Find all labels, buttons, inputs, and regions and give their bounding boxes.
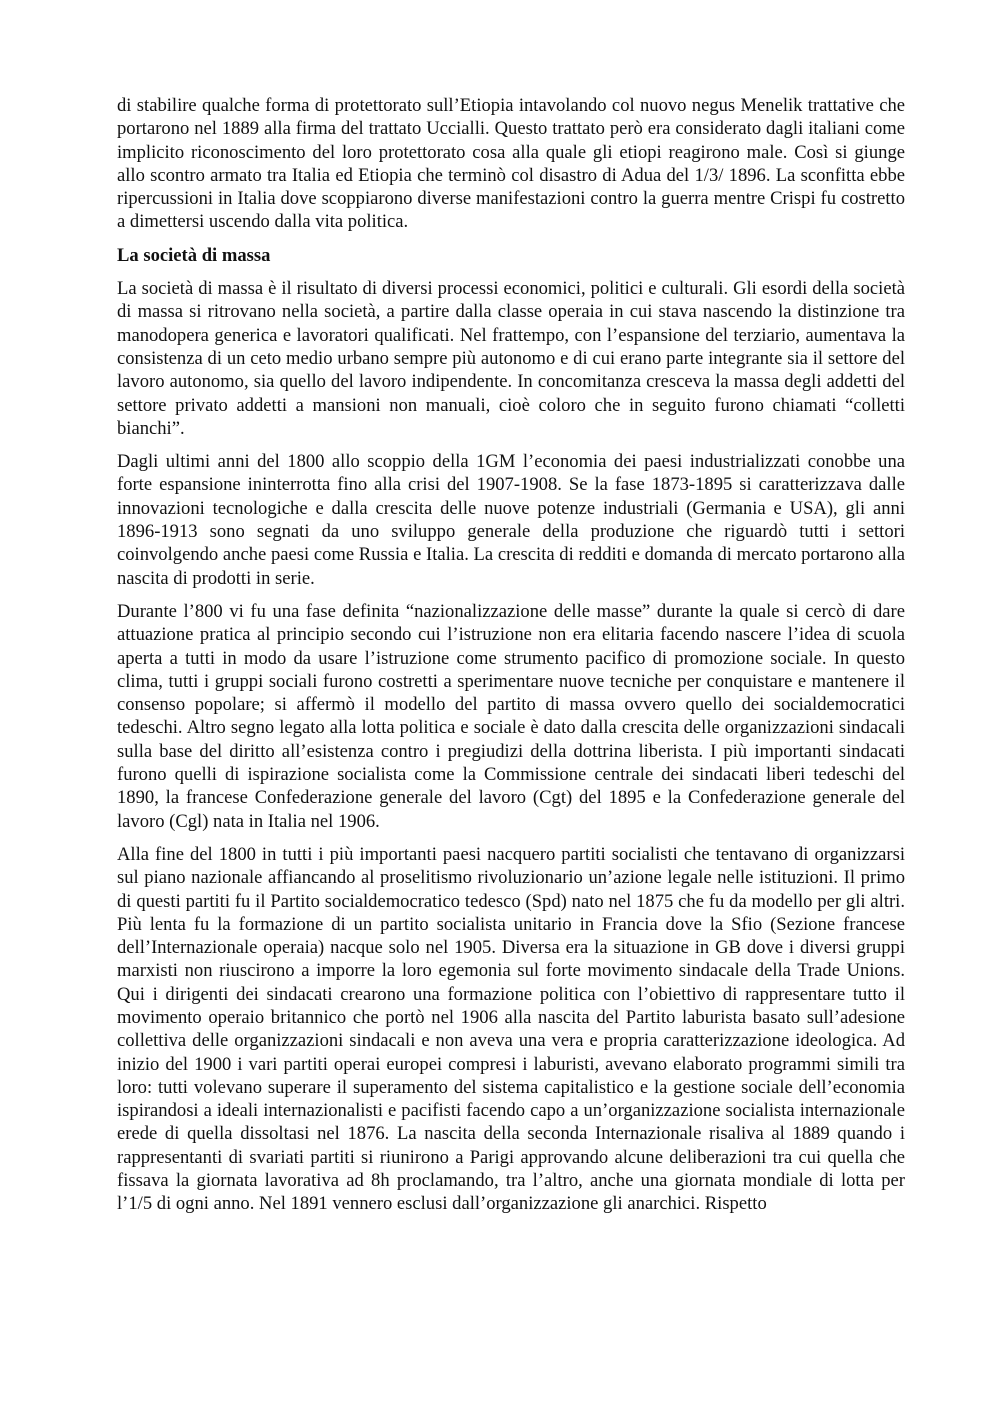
paragraph-nazionalizzazione: Durante l’800 vi fu una fase definita “nazionalizzazione delle masse” durante la quale si cercò di dare attuazione pratica al principio secondo cui l’istruzione non era elitaria facendo nascere l’idea di scuola aperta a tutti in modo da usare l’istruzione come strumento pacifico di promozione sociale. In questo clima, tutti i gruppi sociali furono costretti a sperimentare nuove tecniche per conquistare e mantenere il consenso popolare; si affermò il modello del partito di massa ovvero quello dei socialdemocratici tedeschi. Altro segno legato alla lotta politica e sociale è dato dalla crescita delle organizzazioni sindacali sulla base del diritto all’esistenza contro i pregiudizi della dottrina liberista. I più importanti sindacati furono quelli di ispirazione socialista come la Commissione centrale dei sindacati liberi tedeschi del 1890, la francese Confederazione generale del lavoro (Cgt) del 1895 e la Confederazione generale del lavoro (Cgl) nata in Italia nel 1906. bbox=[117, 600, 905, 832]
paragraph-partiti-socialisti: Alla fine del 1800 in tutti i più importanti paesi nacquero partiti socialisti che tentavano di organizzarsi sul piano nazionale affiancando al proselitismo rivoluzionario un’azione legale nelle istituzioni. Il primo di questi partiti fu il Partito socialdemocratico tedesco (Spd) nato nel 1875 che fu da modello per gli altri. Più lenta fu la formazione di un partito socialista unitario in Francia dove la Sfio (Sezione francese dell’Internazionale operaia) nacque solo nel 1905. Diversa era la situazione in GB dove i diversi gruppi marxisti non riuscirono a imporre la loro egemonia sul forte movimento sindacale della Trade Unions. Qui i dirigenti dei sindacati crearono una formazione politica con l’obiettivo di rappresentare tutto il movimento operaio britannico che portò nel 1906 alla nascita del Partito laburista basato sull’adesione collettiva delle organizzazioni sindacali e non aveva una vera e propria caratterizzazione ideologica. Ad inizio del 1900 i vari partiti operai europei compresi i laburisti, avevano elaborato programmi simili tra loro: tutti volevano superare il superamento del sistema capitalistico e la gestione sociale dell’economia ispirandosi a ideali internazionalisti e pacifisti facendo capo a un’organizzazione socialista internazionale erede di quella dissoltasi nel 1876. La nascita della seconda Internazionale risaliva al 1889 quando i rappresentanti di svariati partiti si riunirono a Parigi approvando alcune deliberazioni tra cui quella che fissava la giornata lavorativa ad 8h proclamando, tra l’altro, anche una giornata mondiale di lotta per l’1/5 di ogni anno. Nel 1891 vennero esclusi dall’organizzazione gli anarchici. Rispetto bbox=[117, 843, 905, 1215]
paragraph-etiopia: di stabilire qualche forma di protettorato sull’Etiopia intavolando col nuovo negus Menelik trattative che portarono nel 1889 alla firma del trattato Uccialli. Questo trattato però era considerato dagli italiani come implicito riconoscimento del loro protettorato cosa alla quale gli etiopi reagirono male. Così si giunge allo scontro armato tra Italia ed Etiopia che terminò col disastro di Adua del 1/3/ 1896. La sconfitta ebbe ripercussioni in Italia dove scoppiarono diverse manifestazioni contro la guerra mentre Crispi fu costretto a dimettersi uscendo dalla vita politica. bbox=[117, 95, 905, 233]
document-page bbox=[117, 94, 905, 1226]
paragraph-economia: Dagli ultimi anni del 1800 allo scoppio della 1GM l’economia dei paesi industrializzati conobbe una forte espansione ininterrotta fino alla crisi del 1907-1908. Se la fase 1873-1895 si caratterizzava dalle innovazioni tecnologiche e dalla crescita delle nuove potenze industriali (Germania e USA), gli anni 1896-1913 sono segnati da uno sviluppo generale della produzione che riguardò tutti i settori coinvolgendo anche paesi come Russia e Italia. La crescita di redditi e domanda di mercato portarono alla nascita di prodotti in serie. bbox=[117, 451, 905, 589]
paragraph-societa-di-massa: La società di massa è il risultato di diversi processi economici, politici e culturali. Gli esordi della società di massa si ritrovano nella società, a partire dalla classe operaia in cui stava nascendo la distinzione tra manodopera generica e lavoratori qualificati. Nel frattempo, con l’espansione del terziario, aumentava la consistenza di un ceto medio urbano sempre più autonomo e di cui erano parte integrante sia il settore del lavoro autonomo, sia quello del lavoro indipendente. In concomitanza cresceva la massa degli addetti del settore privato addetti a mansioni non manuali, cioè coloro che in seguito furono chiamati “colletti bianchi”. bbox=[117, 278, 905, 439]
section-heading: La società di massa bbox=[117, 244, 271, 266]
